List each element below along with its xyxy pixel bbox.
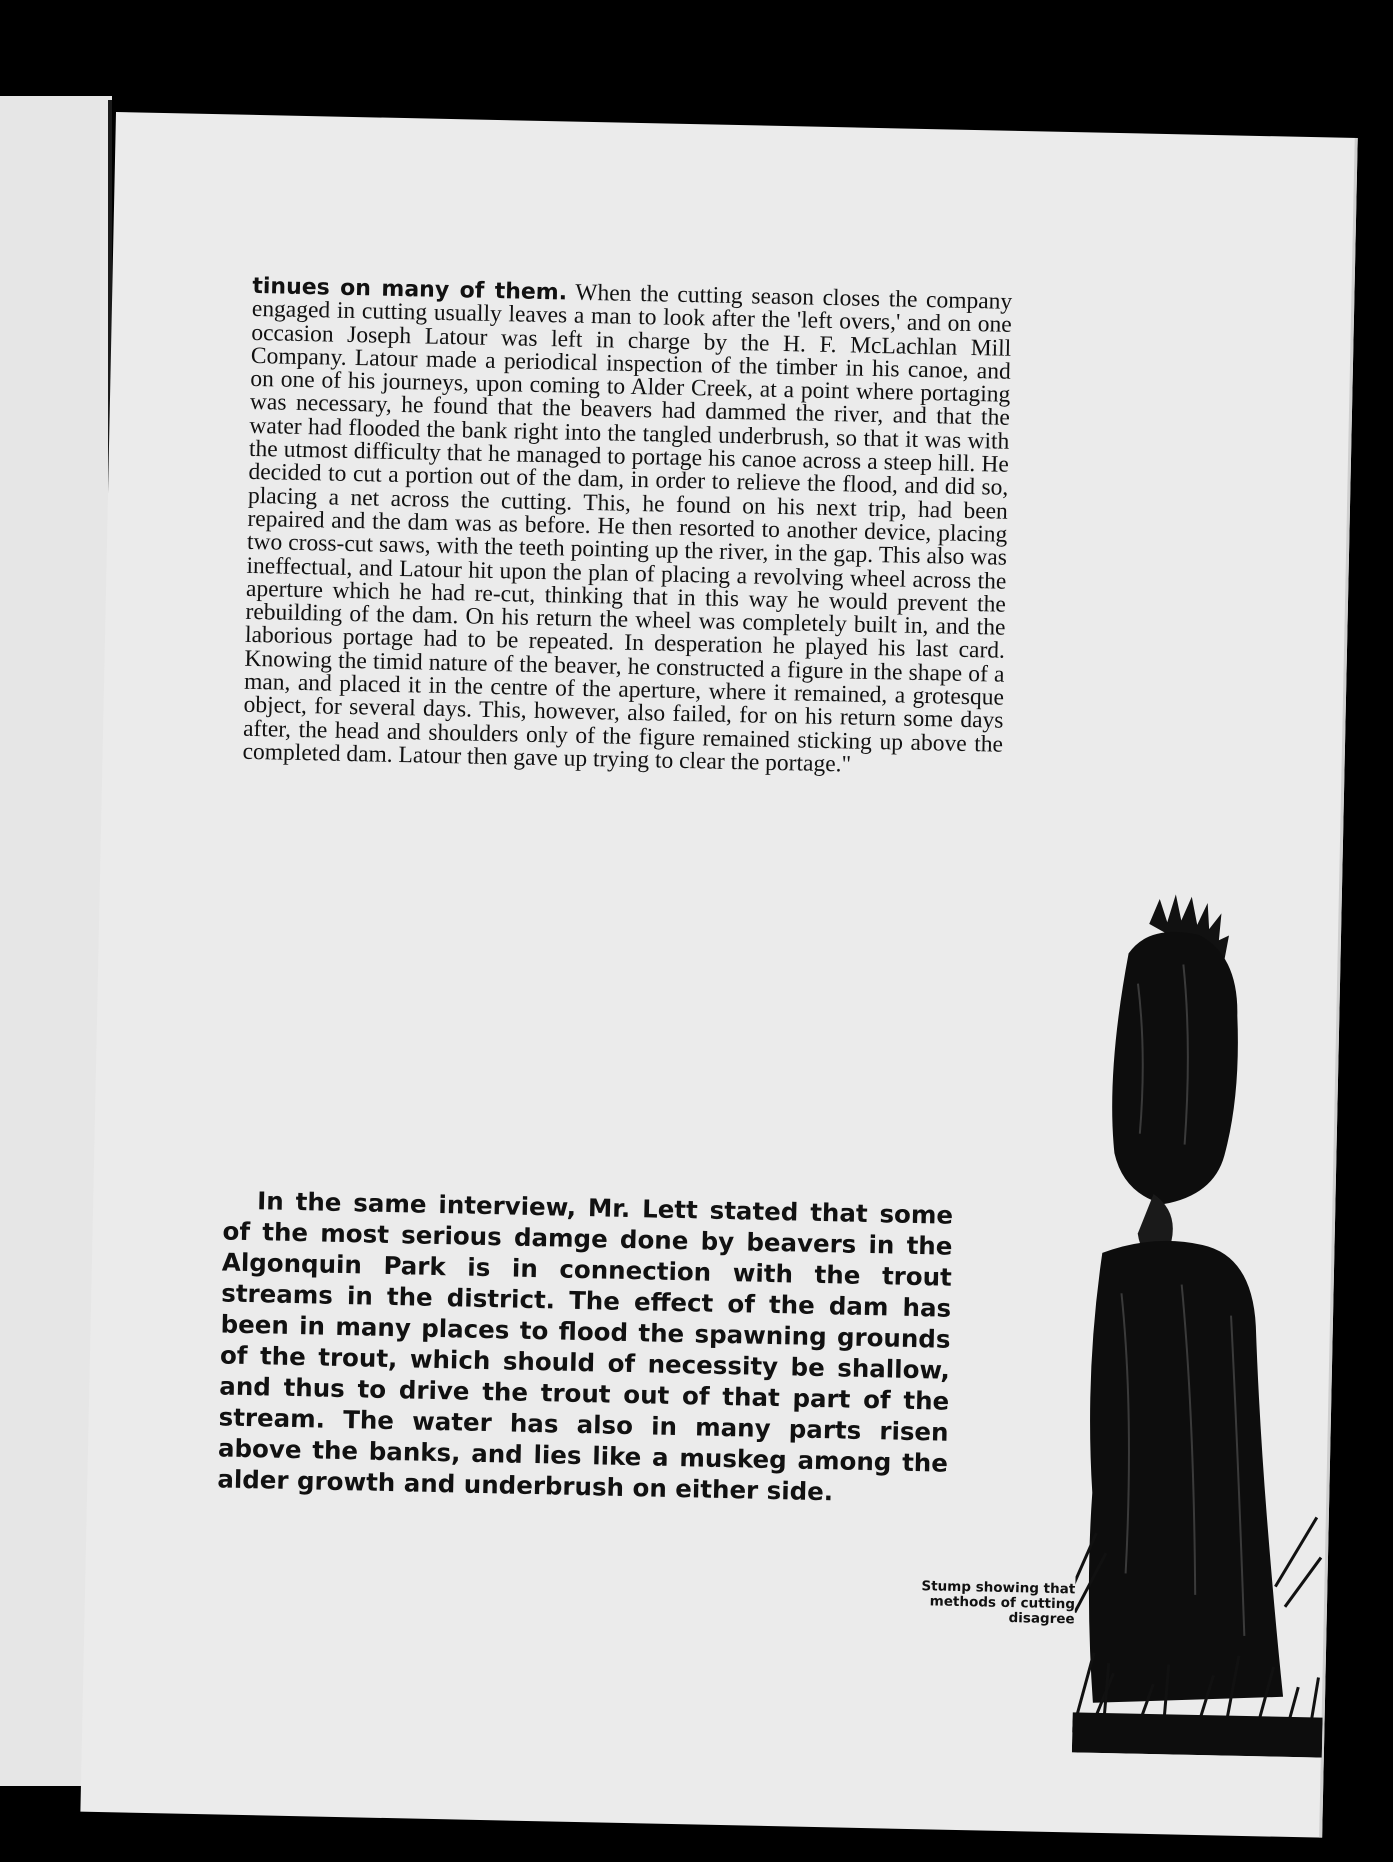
tree-stump-illustration bbox=[1072, 893, 1340, 1758]
paragraph-1-text: When the cutting season closes the company engaged in cutting usually leaves a man to look after the 'left overs,' and on one occasion Joseph Latour was left in charge by the H. F. McLachlan Mill Company. Latour made a periodical inspection of the timber in his canoe, and on one of his journeys, upon coming to Alder Creek, at a point where portaging was necessary, he found that the beavers had dammed the river, and that the water had flooded the bank right into the tangled underbrush, so that it was with the utmost difficulty that he managed to portage his canoe across a steep hill. He decided to cut a portion out of the dam, in order to relieve the flood, and did so, placing a net across the cutting. This, he found on his next trip, had been repaired and the dam was as before. He then resorted to another device, placing two cross-cut saws, with the teeth pointing up the river, in the gap. This also was ineffectual, and Latour hit upon the plan of placing a revolving wheel across the aperture which he had re-cut, thinking that in this way he would prevent the rebuilding of the dam. On his return the wheel was completely built in, and the laborious portage had to be repeated. In desperation he played his last card. Knowing the timid nature of the beaver, he constructed a figure in the shape of a man, and placed it in the centre of the aperture, where it remained, a grotesque object, for several days. This, however, also failed, for on his return some days after, the head and shoulders only of the figure remained sticking up above the completed dam. Latour then gave up trying to clear the portage." bbox=[242, 279, 1013, 778]
paragraph-lead-in: tinues on many of them. bbox=[252, 273, 568, 306]
document-page bbox=[80, 112, 1357, 1838]
illustration-caption: Stump showing that methods of cutting disagree bbox=[921, 1578, 1076, 1628]
body-paragraph-2: In the same interview, Mr. Lett stated that some of the most serious damge done by beavers in the Algonquin Park is in connection with the trout streams in the district. The effect of the dam has been in many places to flood the spawning grounds of the trout, which should of necessity be shallow, and thus to drive the trout out of that part of the stream. The water has also in many parts risen above the banks, and lies like a muskeg among the alder growth and underbrush on either side. bbox=[217, 1186, 954, 1507]
body-paragraph-1 bbox=[242, 275, 1012, 780]
